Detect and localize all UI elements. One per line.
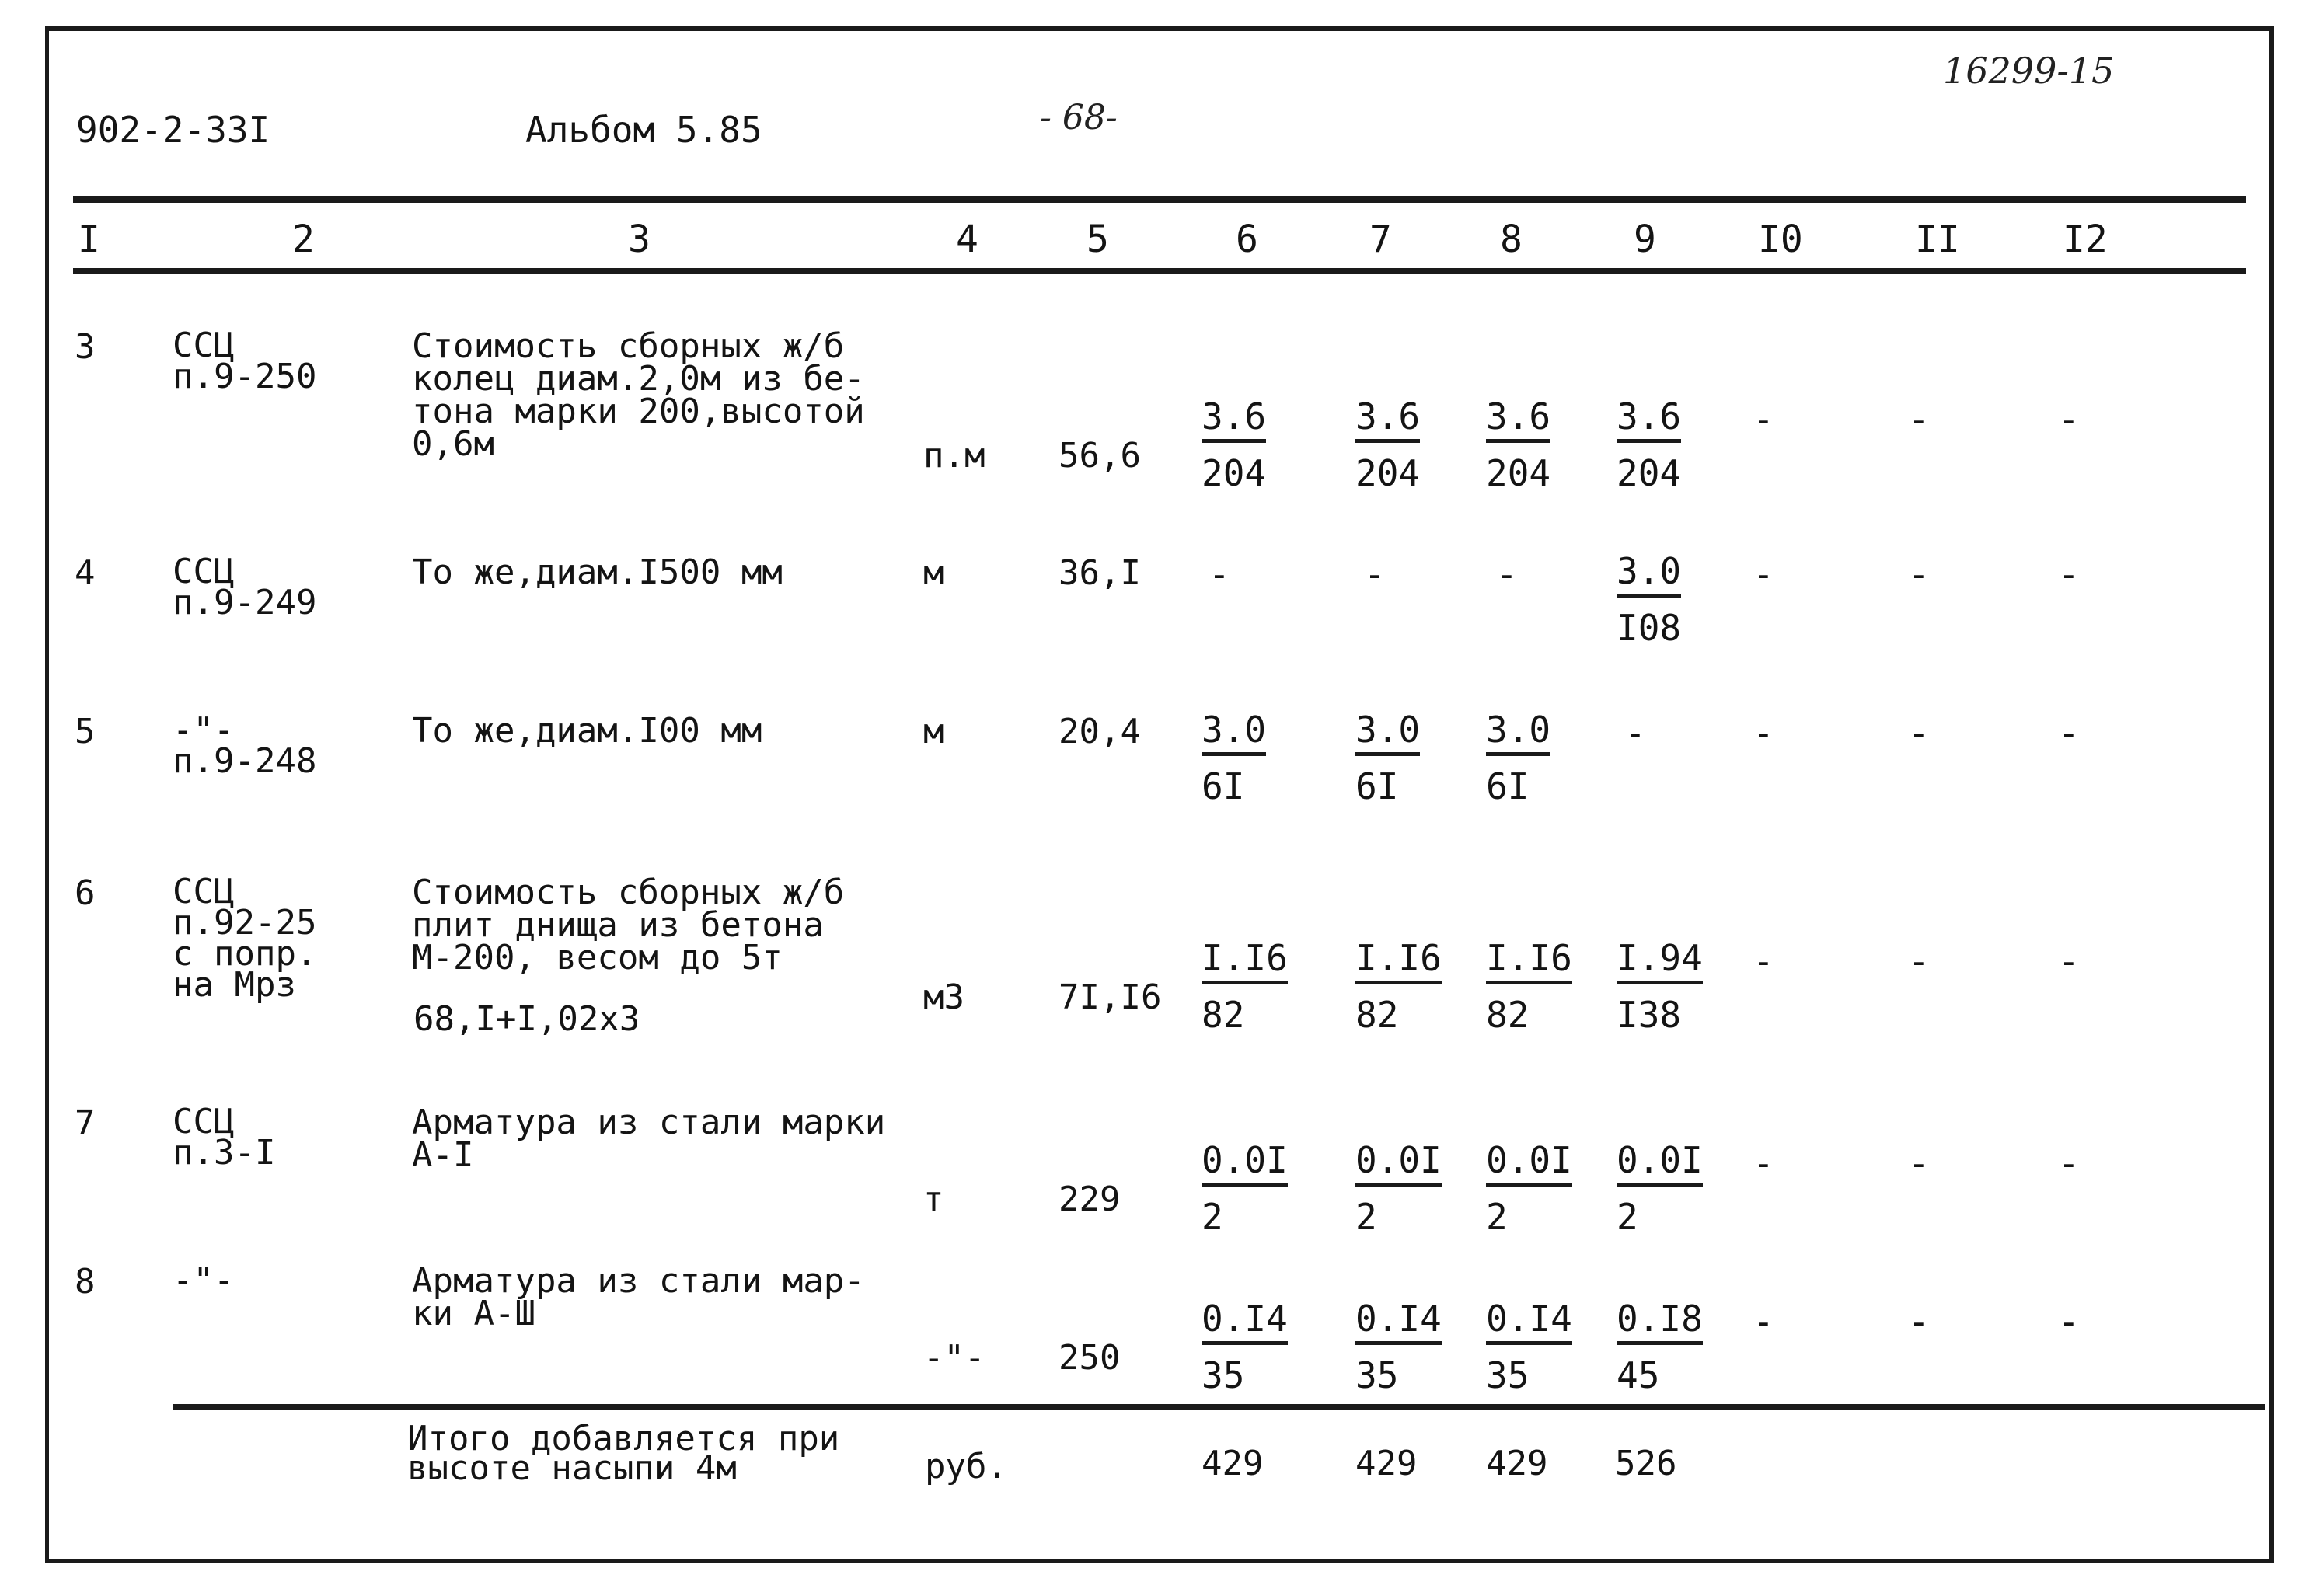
header-bottom-rule (73, 268, 2246, 274)
fraction-numerator: 0.0I (1617, 1142, 1703, 1187)
row-unit: м (923, 712, 944, 751)
cost-fraction-c9 (1617, 937, 1703, 1036)
empty-dash-c11: - (1908, 399, 1930, 441)
fraction-numerator: I.94 (1617, 940, 1703, 984)
column-number-4: 4 (956, 218, 978, 261)
fraction-numerator: 3.6 (1486, 399, 1550, 443)
row-unit: м3 (923, 977, 964, 1017)
empty-dash-c12: - (2058, 940, 2080, 982)
cost-fraction-c6 (1202, 709, 1267, 807)
fraction-denominator: I38 (1617, 994, 1682, 1036)
fraction-denominator: 82 (1202, 994, 1245, 1036)
fraction-denominator: 35 (1355, 1354, 1399, 1396)
cost-fraction-c7 (1355, 396, 1421, 494)
row-description: То же,диам.I500 мм (412, 552, 783, 592)
cost-fraction-c9 (1617, 1298, 1703, 1396)
empty-dash-c12: - (2058, 712, 2080, 754)
empty-dash-c9: - (1624, 712, 1646, 754)
empty-dash-c11: - (1908, 712, 1930, 754)
empty-dash-c12: - (2058, 1142, 2080, 1184)
empty-dash-c12: - (2058, 1301, 2080, 1343)
fraction-numerator: 0.I4 (1202, 1301, 1288, 1345)
empty-dash-c10: - (1753, 940, 1774, 982)
fraction-denominator: 82 (1486, 994, 1529, 1036)
fraction-denominator: 2 (1486, 1196, 1508, 1238)
column-number-7: 7 (1369, 218, 1392, 261)
cost-fraction-c7 (1355, 937, 1442, 1036)
fraction-denominator: 2 (1202, 1196, 1223, 1238)
row-number: 7 (75, 1103, 96, 1143)
fraction-denominator: 45 (1617, 1354, 1660, 1396)
fraction-numerator: 0.I4 (1355, 1301, 1442, 1345)
cost-fraction-c6 (1202, 1139, 1288, 1238)
fraction-denominator: 82 (1355, 994, 1399, 1036)
row-description: То же,диам.I00 мм (412, 711, 762, 751)
total-col-8: 429 (1486, 1444, 1548, 1483)
fraction-denominator: 35 (1486, 1354, 1529, 1396)
row-unit-price: 7I,I6 (1059, 977, 1162, 1017)
total-col-9: 526 (1615, 1444, 1677, 1483)
row-description: Арматура из стали мар- ки А-Ш (412, 1261, 865, 1333)
fraction-numerator: 3.0 (1486, 712, 1550, 756)
row-unit: -"- (923, 1338, 985, 1378)
row-number: 4 (75, 553, 96, 593)
total-rule (173, 1404, 2265, 1410)
fraction-denominator: I08 (1617, 607, 1682, 649)
cost-fraction-c8 (1486, 709, 1551, 807)
empty-dash-c10: - (1753, 712, 1774, 754)
fraction-numerator: 0.I8 (1617, 1301, 1703, 1345)
empty-dash-c11: - (1908, 1142, 1930, 1184)
cost-fraction-c9 (1617, 1139, 1703, 1238)
cost-fraction-c6 (1202, 937, 1288, 1036)
row-basis: ССЦ п.3-I (173, 1102, 276, 1173)
total-description: Итого добавляется при высоте насыпи 4м (407, 1419, 840, 1488)
row-unit-price: 56,6 (1059, 436, 1141, 476)
column-number-9: 9 (1634, 218, 1656, 261)
column-number-2: 2 (292, 218, 315, 261)
row-number: 6 (75, 873, 96, 913)
fraction-numerator: I.I6 (1486, 940, 1572, 984)
empty-dash-c7: - (1364, 553, 1386, 595)
fraction-numerator: 3.0 (1202, 712, 1266, 756)
fraction-denominator: 204 (1355, 452, 1421, 494)
row-basis: ССЦ п.9-249 (173, 552, 317, 622)
empty-dash-c8: - (1496, 553, 1518, 595)
cost-fraction-c7 (1355, 709, 1421, 807)
cost-fraction-c9 (1617, 396, 1682, 494)
fraction-numerator: 3.6 (1617, 399, 1681, 443)
fraction-denominator: 6I (1202, 765, 1245, 807)
cost-fraction-c8 (1486, 937, 1572, 1036)
cost-fraction-c9 (1617, 550, 1682, 649)
row-unit-price: 250 (1059, 1338, 1121, 1378)
row-basis: ССЦ п.9-250 (173, 326, 317, 396)
cost-fraction-c7 (1355, 1298, 1442, 1396)
column-number-6: 6 (1236, 218, 1258, 261)
fraction-denominator: 204 (1617, 452, 1682, 494)
fraction-numerator: 3.6 (1355, 399, 1420, 443)
total-unit: руб. (925, 1447, 1007, 1486)
column-number-1: I (78, 218, 100, 261)
fraction-numerator: 0.I4 (1486, 1301, 1572, 1345)
empty-dash-c10: - (1753, 399, 1774, 441)
fraction-denominator: 6I (1486, 765, 1529, 807)
row-basis: -"- (173, 1260, 235, 1300)
empty-dash-c10: - (1753, 553, 1774, 595)
fraction-denominator: 2 (1617, 1196, 1638, 1238)
empty-dash-c12: - (2058, 553, 2080, 595)
row-unit: т (923, 1180, 944, 1219)
page-number: - 68- (1040, 98, 1118, 138)
empty-dash-c11: - (1908, 553, 1930, 595)
column-number-10: I0 (1758, 218, 1803, 261)
fraction-denominator: 6I (1355, 765, 1399, 807)
empty-dash-c6: - (1209, 553, 1230, 595)
fraction-denominator: 204 (1202, 452, 1267, 494)
fraction-denominator: 35 (1202, 1354, 1245, 1396)
fraction-numerator: 3.0 (1617, 553, 1681, 598)
fraction-numerator: 0.0I (1202, 1142, 1288, 1187)
fraction-denominator: 204 (1486, 452, 1551, 494)
cost-fraction-c6 (1202, 396, 1267, 494)
total-col-7: 429 (1355, 1444, 1418, 1483)
column-number-5: 5 (1087, 218, 1109, 261)
row-unit-price: 229 (1059, 1180, 1121, 1219)
empty-dash-c10: - (1753, 1142, 1774, 1184)
row-unit: п.м (923, 436, 985, 476)
handwritten-stamp: 16299-15 (1943, 50, 2115, 92)
fraction-numerator: 0.0I (1486, 1142, 1572, 1187)
fraction-numerator: 3.0 (1355, 712, 1420, 756)
cost-fraction-c8 (1486, 1298, 1572, 1396)
column-number-3: 3 (628, 218, 651, 261)
row-unit-price: 20,4 (1059, 712, 1141, 751)
column-number-11: II (1915, 218, 1960, 261)
column-number-8: 8 (1500, 218, 1523, 261)
empty-dash-c11: - (1908, 1301, 1930, 1343)
row-calculation: 68,I+I,02x3 (413, 999, 640, 1039)
document-code: 902-2-33I (76, 109, 270, 151)
empty-dash-c12: - (2058, 399, 2080, 441)
total-col-6: 429 (1202, 1444, 1264, 1483)
empty-dash-c11: - (1908, 940, 1930, 982)
row-unit-price: 36,I (1059, 553, 1141, 593)
row-description: Стоимость сборных ж/б колец диам.2,0м из бе- тона марки 200,высотой 0,6м (412, 326, 865, 464)
cost-fraction-c8 (1486, 1139, 1572, 1238)
row-number: 5 (75, 712, 96, 751)
fraction-numerator: I.I6 (1202, 940, 1288, 984)
row-basis: ССЦ п.92-25 с попр. на Мрз (173, 872, 317, 1005)
row-number: 3 (75, 327, 96, 367)
cost-fraction-c6 (1202, 1298, 1288, 1396)
album-label: Альбом 5.85 (525, 109, 762, 151)
row-description: Стоимость сборных ж/б плит днища из бетона М-200, весом до 5т (412, 873, 845, 977)
row-number: 8 (75, 1262, 96, 1302)
row-description: Арматура из стали марки А-I (412, 1103, 886, 1175)
fraction-numerator: I.I6 (1355, 940, 1442, 984)
row-unit: м (923, 553, 944, 593)
fraction-numerator: 0.0I (1355, 1142, 1442, 1187)
empty-dash-c10: - (1753, 1301, 1774, 1343)
cost-fraction-c7 (1355, 1139, 1442, 1238)
row-basis: -"- п.9-248 (173, 710, 317, 781)
column-number-12: I2 (2063, 218, 2108, 261)
cost-fraction-c8 (1486, 396, 1551, 494)
fraction-numerator: 3.6 (1202, 399, 1266, 443)
header-top-rule (73, 196, 2246, 203)
fraction-denominator: 2 (1355, 1196, 1377, 1238)
